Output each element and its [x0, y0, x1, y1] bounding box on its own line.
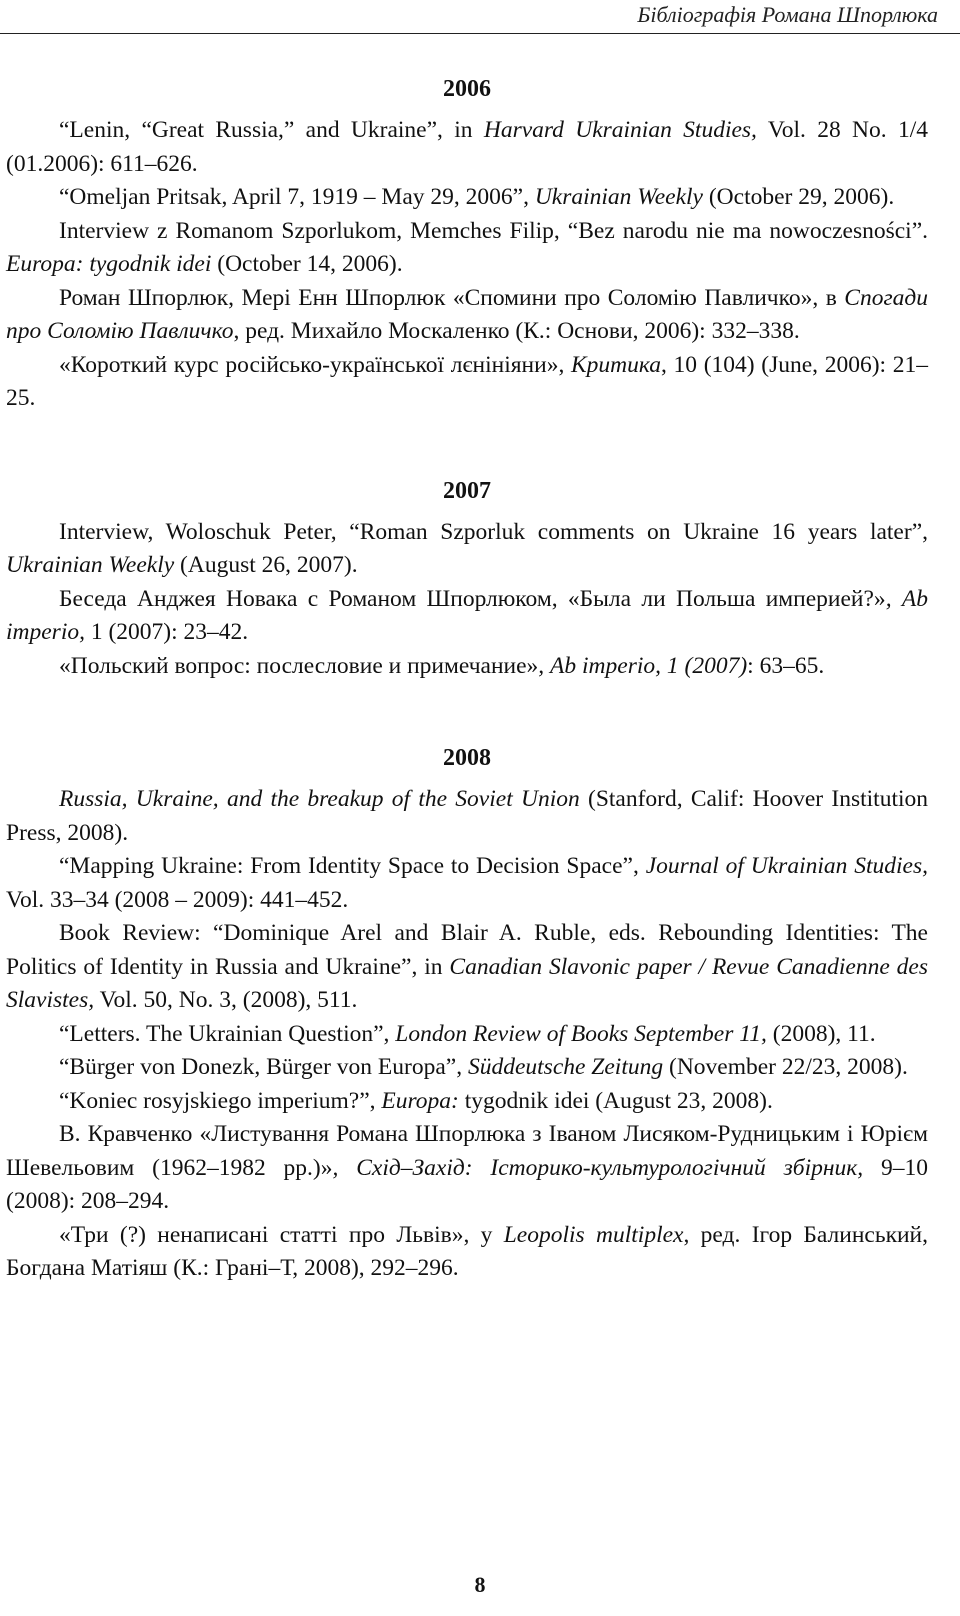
- page-number: 8: [474, 1572, 486, 1597]
- entry-text: “Lenin, “Great Russia,” and Ukraine”, in: [59, 117, 484, 143]
- entry-text: , у: [463, 1221, 504, 1248]
- entry-text: В. Кравченко «Листування Романа Шпорлюка з Іваном Лисяком-Рудницьким і Юрієм Шевельовим (1962–1982 рр.)»: [6, 1121, 928, 1181]
- running-header: [0, 0, 960, 34]
- entry-text: : 63–65.: [747, 652, 825, 679]
- entry-text: (2008), 11.: [766, 1020, 876, 1047]
- entry-text: tygodnik idei (August 23, 2008).: [458, 1087, 773, 1114]
- entry-text: (October 29, 2006).: [702, 184, 895, 210]
- bibliography-entry: [6, 1018, 928, 1052]
- entry-text: «Три (?) ненаписані статті про Львів»: [59, 1221, 464, 1248]
- bibliography-entry: [6, 1085, 928, 1119]
- entry-italic-text: Journal of Ukrainian Studies,: [645, 853, 928, 879]
- entry-text: (November 22/23, 2008).: [663, 1054, 908, 1080]
- entry-text: , ред. Михайло Москаленко (К.: Основи, 2006): 332–338.: [233, 318, 800, 344]
- entry-italic-text: Спогади про Соломію Павличко: [6, 284, 928, 344]
- bibliography-entry: [6, 1118, 928, 1219]
- entry-text: (August 26, 2007).: [174, 552, 358, 578]
- entry-text: Беседа Анджея Новака с Романом Шпорлюком, «Была ли Польша империей?»: [59, 585, 886, 612]
- bibliography-entry: [6, 850, 928, 917]
- bibliography-entry: [6, 650, 928, 684]
- bibliography-entry: [6, 215, 928, 282]
- bibliography-content: [6, 72, 928, 1344]
- section-2006: [6, 72, 928, 416]
- entry-text: «Короткий курс російсько-української лєнініяни»,: [59, 351, 571, 378]
- section-2007: [6, 474, 928, 684]
- entry-text: “Omeljan Pritsak, April 7, 1919 – May 29, 2006”,: [59, 184, 535, 210]
- entry-text: Vol. 28 No. 1/4 (01.2006): 611–626.: [6, 117, 928, 177]
- section-2008: [6, 741, 928, 1286]
- entry-text: (October 14, 2006).: [211, 251, 403, 277]
- bibliography-entry: [6, 181, 928, 215]
- entry-italic-text: Ukrainian Weekly: [6, 552, 175, 578]
- entry-text: 9–10 (2008): 208–294.: [6, 1154, 929, 1214]
- bibliography-entry: [6, 583, 928, 650]
- entry-italic-text: Europa: tygodnik idei: [6, 251, 212, 277]
- entry-list: [6, 114, 928, 416]
- entry-text: “Letters. The Ukrainian Question”,: [59, 1020, 396, 1047]
- entry-italic-text: Критика: [571, 351, 661, 378]
- entry-italic-text: London Review of Books September 11,: [395, 1020, 767, 1047]
- entry-text: Vol. 33–34 (2008 – 2009): 441–452.: [6, 886, 349, 913]
- entry-italic-text: Canadian Slavonic paper / Revue Canadienne des Slavistes,: [6, 953, 928, 1013]
- entry-text: Vol. 50, No. 3, (2008), 511.: [94, 987, 358, 1013]
- bibliography-entry: [6, 516, 928, 583]
- entry-text: (Stanford, Calif: Hoover Institution Press, 2008).: [6, 786, 928, 846]
- entry-list: [6, 783, 928, 1286]
- entry-italic-text: Russia, Ukraine, and the breakup of the Soviet Union: [59, 786, 580, 812]
- bibliography-entry: [6, 917, 928, 1018]
- entry-text: “Koniec rosyjskiego imperium?”,: [59, 1087, 382, 1114]
- entry-italic-text: , Схід–Захід: Історико-культурологічний збірник,: [332, 1154, 864, 1181]
- bibliography-entry: [6, 349, 928, 416]
- entry-italic-text: Harvard Ukrainian Studies,: [483, 117, 757, 143]
- entry-text: 1 (2007): 23–42.: [84, 619, 249, 645]
- entry-text: “Bürger von Donezk, Bürger von Europa”,: [59, 1054, 468, 1080]
- running-header-title: Бібліографія Романа Шпорлюка: [637, 2, 938, 27]
- entry-text: Interview z Romanom Szporlukom, Memches Filip, “Bez narodu nie ma nowoczesności”.: [59, 217, 928, 244]
- bibliography-entry: [6, 783, 928, 850]
- entry-italic-text: Ukrainian Weekly: [534, 184, 703, 210]
- entry-italic-text: Europa:: [381, 1087, 459, 1114]
- bibliography-entry: [6, 114, 928, 181]
- entry-italic-text: Leopolis multiplex: [503, 1221, 684, 1248]
- entry-text: Роман Шпорлюк, Мері Енн Шпорлюк «Спомини про Соломію Павличко», в: [59, 284, 845, 311]
- year-heading: 2007: [443, 477, 491, 504]
- entry-text: Book Review: “Dominique Arel and Blair A. Ruble, eds. Rebounding Identities: The Politics of Identity in Russia and Ukraine”, in: [6, 920, 928, 980]
- entry-text: Interview, Woloschuk Peter, “Roman Szporluk comments on Ukraine 16 years later”,: [59, 518, 928, 545]
- entry-text: , ред. Ігор Балинський, Богдана Матіяш (К.: Грані–Т, 2008), 292–296.: [6, 1221, 929, 1281]
- entry-text: “Mapping Ukraine: From Identity Space to Decision Space”,: [59, 853, 646, 879]
- entry-italic-text: , Ab imperio, 1 (2007): [538, 652, 748, 679]
- entry-text: «Польский вопрос: послесловие и примечание»: [59, 652, 539, 679]
- bibliography-entry: [6, 1051, 928, 1085]
- bibliography-entry: [6, 282, 928, 349]
- entry-italic-text: Süddeutsche Zeitung: [467, 1054, 664, 1080]
- year-heading: 2008: [443, 745, 491, 771]
- entry-text: , 10 (104) (June, 2006): 21–25.: [6, 351, 928, 411]
- year-heading: 2006: [443, 76, 491, 102]
- entry-list: [6, 516, 928, 684]
- bibliography-entry: [6, 1219, 928, 1286]
- entry-italic-text: , Ab imperio,: [6, 585, 928, 645]
